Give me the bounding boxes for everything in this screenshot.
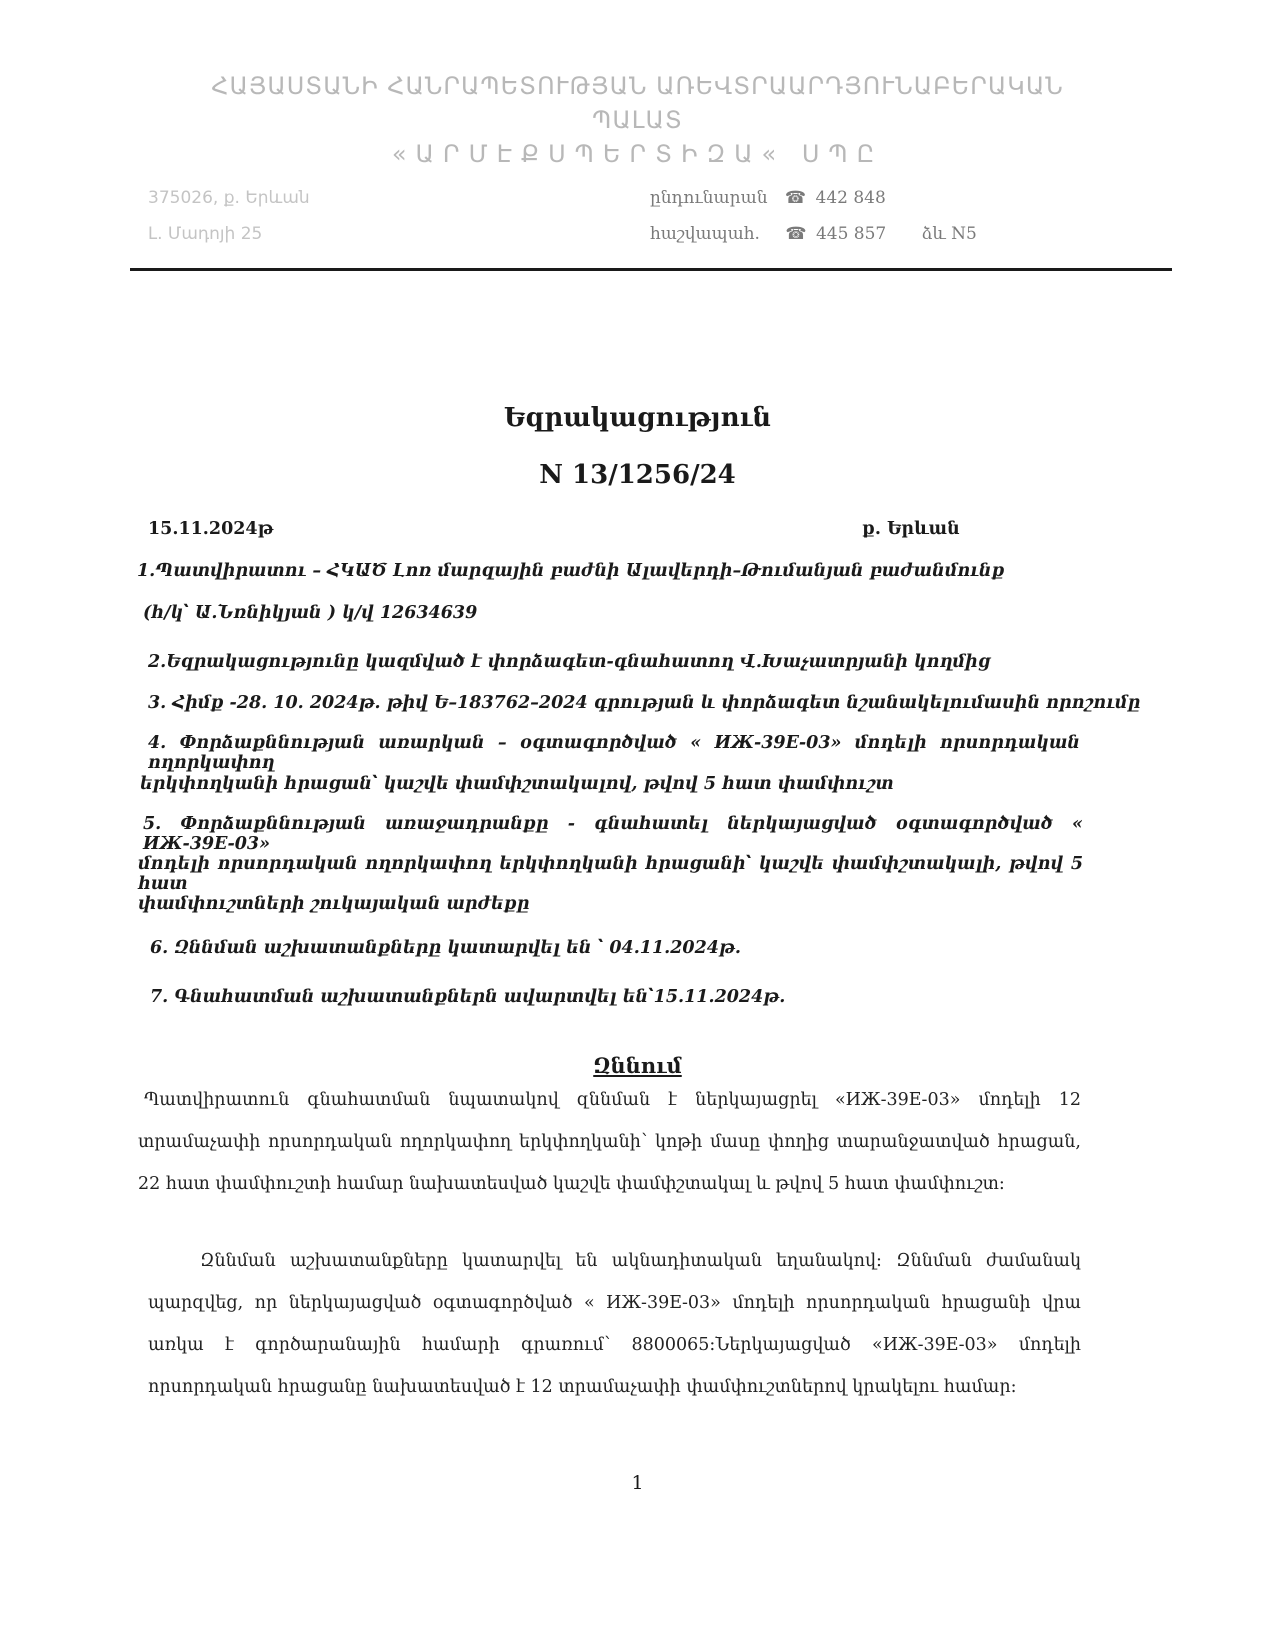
item-5-line2: մոդելի որսորդական ողորկափող երկփողկանի հրացանի՝ կաշվե փամփշտակալի, թվով 5 հատ [138,854,1083,894]
letterhead-company-name: «ԱՐՄԷՔՍՊԵՐՏԻԶԱ« ՍՊԸ [391,140,884,168]
letterhead-address-line1: 375026, ք. Երևան [148,188,310,208]
telephone-icon: ☎ [784,188,807,208]
inspection-paragraph-2: Զննման աշխատանքները կատարվել են ակնադիտական եղանակով: Զննման ժամանակ պարզվեց, որ ներկայացված օգտագործված « ИЖ-39Е-03» մոդելի որսորդական հրացանի վրա առկա է գործարանային համարի գրառում՝ 8800065:Ներկայացված «ИЖ-39Е-03» մոդելի որսորդական հրացանը նախատեսված է 12 տրամաչափի փամփուշտներով կրակելու համար: [148,1251,1081,1397]
section-title-inspection: Զննում [593,1053,682,1078]
document-city: ք. Երևան [862,519,960,539]
document-date: 15.11.2024թ [148,519,274,539]
item-7: 7. Գնահատման աշխատանքներն ավարտվել են՝15.11.2024թ. [150,987,786,1007]
item-1-line2: (հ/կ՝ Ա.Նռնիկյան ) կ/վ 12634639 [143,603,478,623]
item-5-line3: փամփուշտների շուկայական արժեքը [138,894,530,914]
item-4-line2: երկփողկանի հրացան՝ կաշվե փամփշտակալով, թվով 5 հատ փամփուշտ [140,774,894,794]
form-number: ձև N5 [921,224,977,244]
item-2: 2.Եզրակացությունը կազմված է փորձագետ-գնահատող Վ.Խաչատրյանի կողմից [148,652,991,672]
inspection-paragraph-1: Պատվիրատուն գնահատման նպատակով զննման է ներկայացրել «ИЖ-39Е-03» մոդելի 12 տրամաչափի որսորդական ողորկափող երկփողկանի՝ կոթի մասը փողից տարանջատված հրացան, 22 հատ փամփուշտի համար նախատեսված կաշվե փամփշտակալ և թվով 5 հատ փամփուշտ: [138,1090,1081,1194]
item-5-line1: 5. Փորձաքննության առաջադրանքը - գնահատել ներկայացված օգտագործված « ИЖ-39Е-03» [143,814,1083,854]
page-number: 1 [631,1472,644,1494]
item-6: 6. Զննման աշխատանքները կատարվել են ՝ 04.11.2024թ. [150,938,741,958]
document-number: N 13/1256/24 [539,460,736,490]
phone-accounting-number: 445 857 [815,224,887,244]
letterhead-phone-reception [650,188,886,208]
letterhead-address-line2: Լ. Մադոյի 25 [148,224,263,244]
phone-reception-label: ընդունարան [650,188,768,208]
letterhead-divider [130,268,1172,271]
document-title: Եզրակացություն [503,403,772,433]
item-1-line1: 1.Պատվիրատու – ՀԿԱԾ Լոռ մարզային բաժնի Ալավերդի–Թումանյան բաժանմունք [137,561,1005,581]
letterhead-org-line1: ՀԱՅԱՍՏԱՆԻ ՀԱՆՐԱՊԵՏՈՒԹՅԱՆ ԱՌԵՎՏՐԱԱՐԴՅՈՒՆԱԲԵՐԱԿԱՆ [211,72,1064,100]
phone-reception-number: 442 848 [815,188,886,208]
letterhead-phone-accounting [650,224,977,244]
item-4-line1: 4. Փորձաքննության առարկան – օգտագործված « ИЖ-39Е-03» մոդելի որսորդական ողորկափող [148,733,1080,773]
telephone-icon: ☎ [785,224,807,244]
letterhead-org-line2: ՊԱԼԱՏ [592,106,683,134]
phone-accounting-label: հաշվապահ. [650,224,760,244]
item-3: 3. Հիմք -28. 10. 2024թ. թիվ Ե–183762–2024 գրության և փորձագետ նշանակելումասին որոշումը [148,693,1141,713]
